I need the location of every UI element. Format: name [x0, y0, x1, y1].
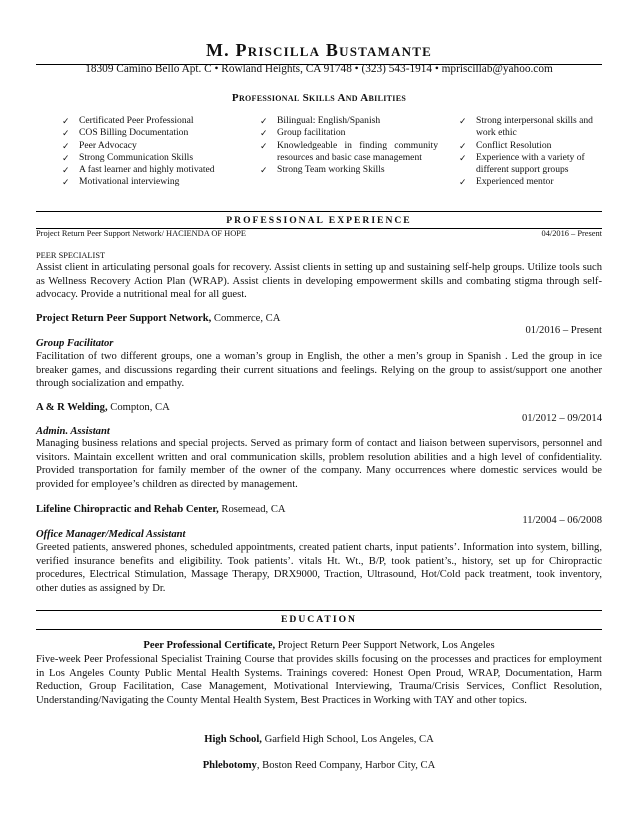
skill-item: ✓ Group facilitation: [260, 127, 346, 139]
peer-certificate-line: Peer Professional Certificate, Project Return Peer Support Network, Los Angeles: [143, 640, 495, 651]
job1-description: Assist client in articulating personal goals for recovery. Assist clients in setting up and sustaining self-help groups. Utilize tools such as Wellness Recovery Action Plan (WRAP). Assist clients in developing empowerment skills and combating stigma through self-advocacy. Provide a nutritional meal for all guest.: [36, 262, 602, 301]
skill-item: ✓ Bilingual: English/Spanish: [260, 115, 381, 126]
job3-dates: 01/2012 – 09/2014: [521, 413, 602, 424]
check-icon: ✓: [459, 140, 467, 151]
job2-dates: 01/2016 – Present: [525, 325, 602, 336]
check-icon: ✓: [459, 177, 467, 188]
high-school-line: High School, Garfield High School, Los Angeles, CA: [204, 734, 434, 745]
skill-item: ✓ Strong interpersonal skills and work ethic: [459, 115, 593, 139]
job4-dates: 11/2004 – 06/2008: [522, 515, 602, 526]
phlebotomy-line: Phlebotomy, Boston Reed Company, Harbor City, CA: [202, 760, 436, 771]
skill-item: ✓ Motivational interviewing: [62, 176, 180, 188]
experience-heading: PROFESSIONAL EXPERIENCE: [226, 215, 412, 226]
job2-role: Group Facilitator: [36, 338, 114, 349]
skill-item: ✓ Conflict Resolution: [459, 139, 552, 151]
job3-description: Managing business relations and special projects. Served as primary form of contact and liaison between supervisors, personnel and visitors. Maintain excellent written and oral communication skills, problem resolution abilities and a high level of confidentiality. Provided transportation for family member of the owner of the company. Many occurrences where domestic services would be provided for employee’s children as directed by management.: [36, 438, 602, 491]
check-icon: ✓: [260, 140, 268, 151]
check-icon: ✓: [459, 116, 467, 126]
peer-certificate-description: Five-week Peer Professional Specialist Training Course that provides skills focusing on the processes and practices for employment in Los Angeles County Public Mental Health Systems. Trainings covered: Honest Open Proud, WRAP, Documentation, Harm Reduction, Group Facilitation, Case Management, Motivational Interviewing, Trauma/Crisis Services, Conflict Resolution, Understanding/Navigating the County Mental Health System, Best Practices in Working with TAY and other topics.: [36, 654, 602, 707]
check-icon: ✓: [62, 140, 70, 151]
skill-item: ✓ A fast learner and highly motivated: [62, 164, 215, 176]
job3-role: Admin. Assistant: [36, 426, 110, 437]
skill-item: ✓ Peer Advocacy: [62, 139, 137, 151]
skill-item: ✓ Experienced mentor: [459, 176, 554, 188]
job4-role: Office Manager/Medical Assistant: [36, 529, 186, 540]
skill-item: ✓ Strong Communication Skills: [62, 151, 194, 163]
skills-column-1: [62, 115, 242, 189]
skills-heading: Professional Skills And Abilities: [231, 92, 407, 104]
check-icon: ✓: [62, 116, 70, 126]
job2-employer-line: Project Return Peer Support Network, Commerce, CA: [36, 313, 281, 324]
candidate-name: M. Priscilla Bustamante: [205, 40, 433, 60]
job1-employer: Project Return Peer Support Network/ HACIENDA OF HOPE: [36, 229, 247, 238]
skill-item: ✓ COS Billing Documentation: [62, 127, 189, 139]
education-heading: EDUCATION: [281, 614, 357, 625]
check-icon: ✓: [62, 152, 70, 163]
check-icon: ✓: [260, 165, 268, 176]
education-top-rule: [36, 610, 602, 611]
job1-dates: 04/2016 – Present: [541, 229, 602, 238]
job2-description: Facilitation of two different groups, one a woman’s group in English, the other a men’s group in Spanish . Led the group in ice breaker games, and discussions regarding their current situations and feelings. Relying on the group to assist/support one another through socialization and empathy.: [36, 351, 602, 390]
job4-description: Greeted patients, answered phones, scheduled appointments, created patient charts, input patients’. Information into system, billing, verified insurance benefits and eligibility. Took patients’. vitals Ht. Wt., B/P, took patient’s., history, set up for Chiropractic procedures, Electrical Stimulation, Massage Therapy, DRX9000, Traction, Ultrasound, Hot/Cold pack treatment, took inventory, other duties as assigned by Dr.: [36, 542, 602, 595]
skill-item: ✓ Experience with a variety of different support groups: [459, 151, 585, 176]
contact-line: 18309 Camino Bello Apt. C • Rowland Heights, CA 91748 • (323) 543-1914 • mpriscillab@yahoo.com: [85, 63, 553, 75]
skill-item: ✓ Knowledgeable in finding community resources and basic case management: [260, 139, 438, 163]
check-icon: ✓: [62, 165, 70, 176]
job1-header: [36, 229, 602, 238]
skill-item: ✓ Strong Team working Skills: [260, 164, 385, 176]
check-icon: ✓: [459, 152, 467, 163]
skills-column-3: [459, 115, 611, 189]
education-bottom-rule: [36, 629, 602, 630]
job4-employer-line: Lifeline Chiropractic and Rehab Center, Rosemead, CA: [36, 504, 286, 515]
check-icon: ✓: [260, 128, 268, 139]
skill-item: ✓ Certificated Peer Professional: [62, 115, 194, 126]
job3-employer-line: A & R Welding, Compton, CA: [36, 402, 170, 413]
skills-column-2: [260, 115, 438, 176]
job1-role: PEER SPECIALIST: [36, 251, 106, 260]
experience-top-rule: [36, 211, 602, 212]
check-icon: ✓: [62, 128, 70, 139]
check-icon: ✓: [260, 116, 268, 126]
check-icon: ✓: [62, 177, 70, 188]
